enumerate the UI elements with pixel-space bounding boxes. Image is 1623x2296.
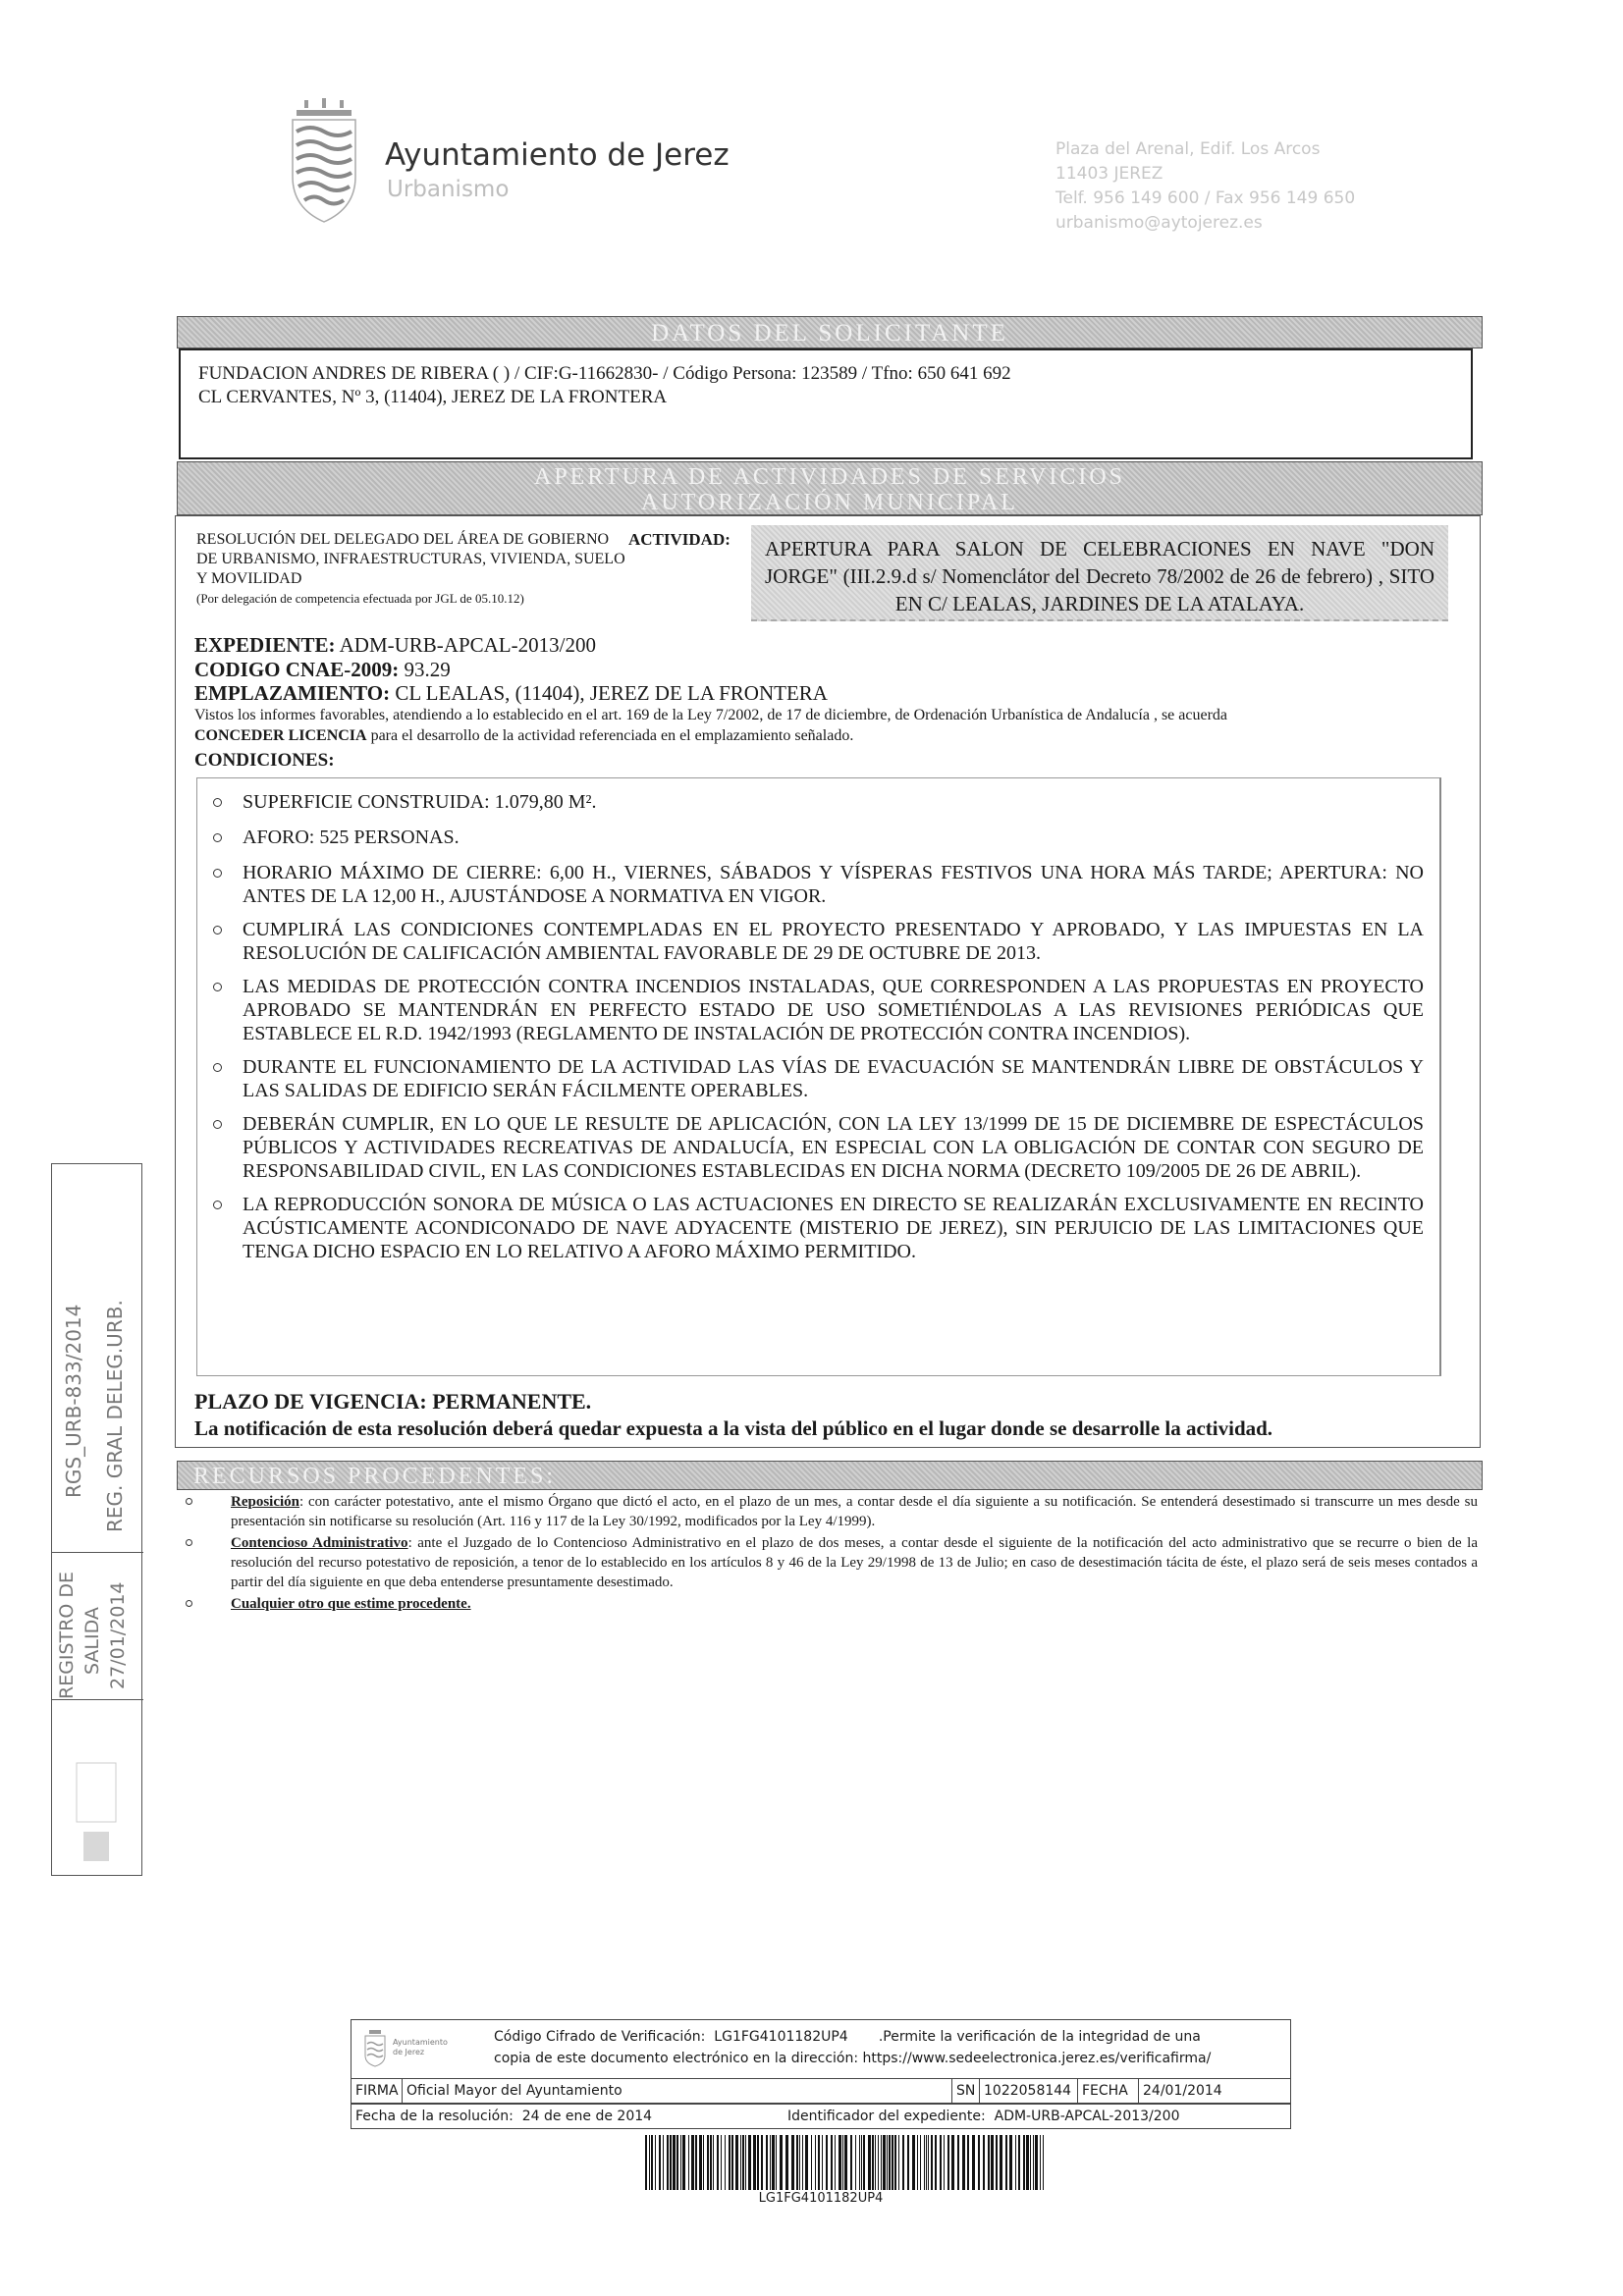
condition-item	[211, 790, 1424, 814]
resolution-heading	[196, 530, 628, 609]
stamp-seal-icon	[72, 1758, 121, 1866]
verification-code-line	[494, 2029, 1201, 2045]
address-line: Plaza del Arenal, Edif. Los Arcos	[1055, 139, 1321, 159]
bullet-icon	[213, 1120, 222, 1129]
recursos-section-header: RECURSOS PROCEDENTES:	[177, 1461, 1483, 1490]
resolution-authority: RESOLUCIÓN DEL DELEGADO DEL ÁREA DE GOBIERNO DE URBANISMO, INFRAESTRUCTURAS, VIVIENDA, SUELO Y MOVILIDAD	[196, 531, 625, 587]
condition-text: LA REPRODUCCIÓN SONORA DE MÚSICA O LAS ACTUACIONES EN DIRECTO SE REALIZARÁN EXCLUSIVAMENTE EN RECINTO ACÚSTICAMENTE ACONDICONADO DE NAVE ADYACENTE (MISTERIO DE JEREZ), SIN PERJUICIO DE LAS LIMITACIONES QUE TENGA DICHO ESPACIO EN LO RELATIVO A AFORO MÁXIMO PERMITIDO.	[243, 1194, 1424, 1262]
activity-section-header	[177, 461, 1483, 515]
recurso-item	[182, 1492, 1478, 1531]
barcode-icon	[645, 2135, 1048, 2190]
condition-item	[211, 1055, 1424, 1102]
signature-row	[351, 2078, 1291, 2104]
org-address	[1055, 137, 1355, 236]
expediente-field	[194, 633, 596, 658]
conceder-text: para el desarrollo de la actividad referenciada en el emplazamiento señalado.	[370, 727, 854, 744]
applicant-box	[179, 348, 1473, 459]
address-line: Telf. 956 149 600 / Fax 956 149 650	[1055, 188, 1356, 208]
stamp-divider	[52, 1699, 143, 1700]
org-department: Urbanismo	[387, 177, 510, 202]
bullet-icon	[186, 1498, 192, 1505]
fecha-value: 24/01/2014	[1143, 2083, 1222, 2099]
condition-text: CUMPLIRÁ LAS CONDICIONES CONTEMPLADAS EN EL PROYECTO PRESENTADO Y APROBADO, Y LAS IMPUESTAS EN LA RESOLUCIÓN DE CALIFICACIÓN AMBIENTAL FAVORABLE DE 29 DE OCTUBRE DE 2013.	[243, 919, 1424, 964]
stamp-salida: SALIDA	[81, 1607, 103, 1675]
condition-text: HORARIO MÁXIMO DE CIERRE: 6,00 H., VIERNES, SÁBADOS Y VÍSPERAS FESTIVOS UNA HORA MÁS TARDE; APERTURA: NO ANTES DE LA 12,00 H., AJUSTÁNDOSE A NORMATIVA EN VIGOR.	[243, 862, 1424, 907]
jerez-small-logo	[363, 2030, 387, 2067]
verification-code-note: .Permite la verificación de la integridad de una	[878, 2029, 1201, 2045]
condition-text: LAS MEDIDAS DE PROTECCIÓN CONTRA INCENDIOS INSTALADAS, QUE CORRESPONDEN A LAS PROPUESTAS EN PROYECTO APROBADO SE MANTENDRÁN EN PERFECTO ESTADO DE USO SOMETIÉNDOLAS A LAS REVISIONES PERIÓDICAS QUE ESTABLECE EL R.D. 1942/1993 (REGLAMENTO DE INSTALACIÓN DE PROTECCIÓN CONTRA INCENDIOS).	[243, 976, 1424, 1044]
small-logo-line: de Jerez	[393, 2048, 425, 2056]
firma-label: FIRMA	[352, 2079, 403, 2103]
fecha-label: FECHA	[1078, 2079, 1139, 2103]
expediente-label: EXPEDIENTE:	[194, 633, 336, 657]
registry-stamp	[51, 1163, 142, 1876]
emplazamiento-value: CL LEALAS, (11404), JEREZ DE LA FRONTERA	[395, 681, 828, 705]
expediente-id	[784, 2105, 1290, 2128]
activity-section-subtitle: AUTORIZACIÓN MUNICIPAL	[640, 490, 1018, 515]
small-logo-text	[393, 2038, 448, 2057]
cnae-label: CODIGO CNAE-2009:	[194, 658, 400, 681]
resolution-date-label: Fecha de la resolución:	[355, 2109, 514, 2124]
condition-item	[211, 861, 1424, 908]
activity-label: ACTIVIDAD:	[628, 530, 730, 549]
condition-text: SUPERFICIE CONSTRUIDA: 1.079,80 M².	[243, 791, 597, 813]
applicant-line: FUNDACION ANDRES DE RIBERA ( ) / CIF:G-11662830- / Código Persona: 123589 / Tfno: 650 641 692	[198, 363, 1011, 384]
address-line: 11403 JEREZ	[1055, 164, 1163, 184]
activity-section-title: APERTURA DE ACTIVIDADES DE SERVICIOS	[534, 464, 1125, 490]
condiciones-label: CONDICIONES:	[194, 750, 335, 771]
verification-url-line: copia de este documento electrónico en la dirección: https://www.sedeelectronica.jerez.es/verificafirma/	[494, 2051, 1212, 2066]
verification-code-value: LG1FG4101182UP4	[714, 2029, 848, 2045]
condition-item	[211, 975, 1424, 1045]
org-name: Ayuntamiento de Jerez	[385, 137, 730, 173]
condition-item	[211, 1112, 1424, 1183]
resolution-date	[352, 2105, 784, 2128]
recurso-text: : con carácter potestativo, ante el mismo Órgano que dictó el acto, en el plazo de un mes, a contar desde el día siguiente a su notificación. Se entenderá desestimado si transcurre un mes desde su presentación sin notificarse su resolución (Art. 116 y 117 de la Ley 30/1992, modificados por la Ley 4/1999).	[231, 1494, 1478, 1529]
firma-value: Oficial Mayor del Ayuntamiento	[403, 2079, 952, 2103]
recurso-title: Reposición	[231, 1494, 300, 1510]
bullet-icon	[186, 1539, 192, 1546]
vistos-paragraph	[194, 705, 1461, 746]
barcode-text: LG1FG4101182UP4	[758, 2191, 884, 2206]
expediente-value: ADM-URB-APCAL-2013/200	[339, 633, 596, 657]
cnae-field	[194, 658, 451, 682]
bullet-icon	[213, 798, 222, 807]
vistos-text: Vistos los informes favorables, atendiendo a lo establecido en el art. 169 de la Ley 7/2002, de 17 de diciembre, de Ordenación Urbanística de Andalucía , se acuerda	[194, 707, 1228, 723]
recurso-title: Contencioso Administrativo	[231, 1535, 408, 1551]
stamp-rgs-number: RGS_URB-833/2014	[62, 1304, 85, 1498]
conditions-list	[211, 790, 1424, 1263]
condition-item	[211, 826, 1424, 849]
recurso-title: Cualquier otro que estime procedente.	[231, 1596, 471, 1612]
verification-footer	[351, 2019, 1291, 2210]
resolution-date-value: 24 de ene de 2014	[521, 2109, 653, 2124]
recurso-item	[182, 1594, 1478, 1614]
recurso-item	[182, 1533, 1478, 1592]
verification-code-label: Código Cifrado de Verificación:	[494, 2029, 706, 2045]
stamp-date: 27/01/2014	[107, 1581, 129, 1689]
bullet-icon	[213, 983, 222, 991]
small-logo-line: Ayuntamiento	[393, 2038, 448, 2047]
verification-header	[351, 2019, 1291, 2078]
address-line: urbanismo@aytojerez.es	[1055, 213, 1263, 233]
condition-text: DURANTE EL FUNCIONAMIENTO DE LA ACTIVIDAD LAS VÍAS DE EVACUACIÓN SE MANTENDRÁN LIBRE DE OBSTÁCULOS Y LAS SALIDAS DE EDIFICIO SERÁN FÁCILMENTE OPERABLES.	[243, 1056, 1424, 1101]
bullet-icon	[213, 1201, 222, 1209]
bullet-icon	[213, 926, 222, 934]
stamp-registro: REGISTRO DE	[56, 1571, 78, 1699]
jerez-coat-of-arms-logo	[285, 98, 363, 226]
bullet-icon	[213, 833, 222, 842]
conceder-label: CONCEDER LICENCIA	[194, 727, 367, 744]
sn-value: 1022058144	[980, 2079, 1078, 2103]
expediente-id-label: Identificador del expediente:	[787, 2109, 986, 2124]
activity-description: APERTURA PARA SALON DE CELEBRACIONES EN NAVE "DON JORGE" (III.2.9.d s/ Nomenclátor del Decreto 78/2002 de 26 de febrero) , SITO EN C/ LEALAS, JARDINES DE LA ATALAYA.	[751, 525, 1448, 621]
cnae-value: 93.29	[404, 658, 451, 681]
recurso-text: : ante el Juzgado de lo Contencioso Administrativo en el plazo de dos meses, a contar desde el siguiente de la notificación del acto administrativo que se recurre o bien de la resolución del recurso potestativo de reposición, a tenor de lo establecido en los artículos 8 y 46 de la Ley 29/1998 de 13 de Julio; en caso de desestimación tácita de éste, el plazo será de seis meses contados a partir del día siguiente en que deba entenderse presuntamente desestimado.	[231, 1535, 1478, 1590]
expediente-id-value: ADM-URB-APCAL-2013/200	[994, 2109, 1180, 2124]
applicant-address: CL CERVANTES, Nº 3, (11404), JEREZ DE LA FRONTERA	[198, 387, 668, 407]
resolution-info-row	[351, 2104, 1291, 2129]
condition-item	[211, 1193, 1424, 1263]
plazo-vigencia: PLAZO DE VIGENCIA: PERMANENTE.	[194, 1389, 592, 1414]
emplazamiento-field	[194, 681, 828, 706]
condition-text: DEBERÁN CUMPLIR, EN LO QUE LE RESULTE DE APLICACIÓN, CON LA LEY 13/1999 DE 15 DE DICIEMBRE DE ESPECTÁCULOS PÚBLICOS Y ACTIVIDADES RECREATIVAS DE ANDALUCÍA, EN ESPECIAL CON LA OBLIGACIÓN DE CONTAR CON SEGURO DE RESPONSABILIDAD CIVIL, EN LAS CONDICIONES ESTABLECIDAS EN DICHA NORMA (DECRETO 109/2005 DE 26 DE ABRIL).	[243, 1113, 1424, 1182]
bullet-icon	[213, 1063, 222, 1072]
stamp-reg-office: REG. GRAL DELEG.URB.	[103, 1300, 127, 1532]
sn-label: SN	[952, 2079, 980, 2103]
notification-notice: La notificación de esta resolución deberá quedar expuesta a la vista del público en el lugar donde se desarrolle la actividad.	[194, 1416, 1273, 1440]
delegation-note: (Por delegación de competencia efectuada por JGL de 05.10.12)	[196, 591, 524, 606]
condition-item	[211, 918, 1424, 965]
bullet-icon	[213, 869, 222, 878]
recursos-list	[182, 1492, 1478, 1616]
condition-text: AFORO: 525 PERSONAS.	[243, 827, 460, 848]
bullet-icon	[186, 1600, 192, 1607]
applicant-section-header: DATOS DEL SOLICITANTE	[177, 316, 1483, 348]
stamp-divider	[52, 1552, 143, 1553]
emplazamiento-label: EMPLAZAMIENTO:	[194, 681, 391, 705]
